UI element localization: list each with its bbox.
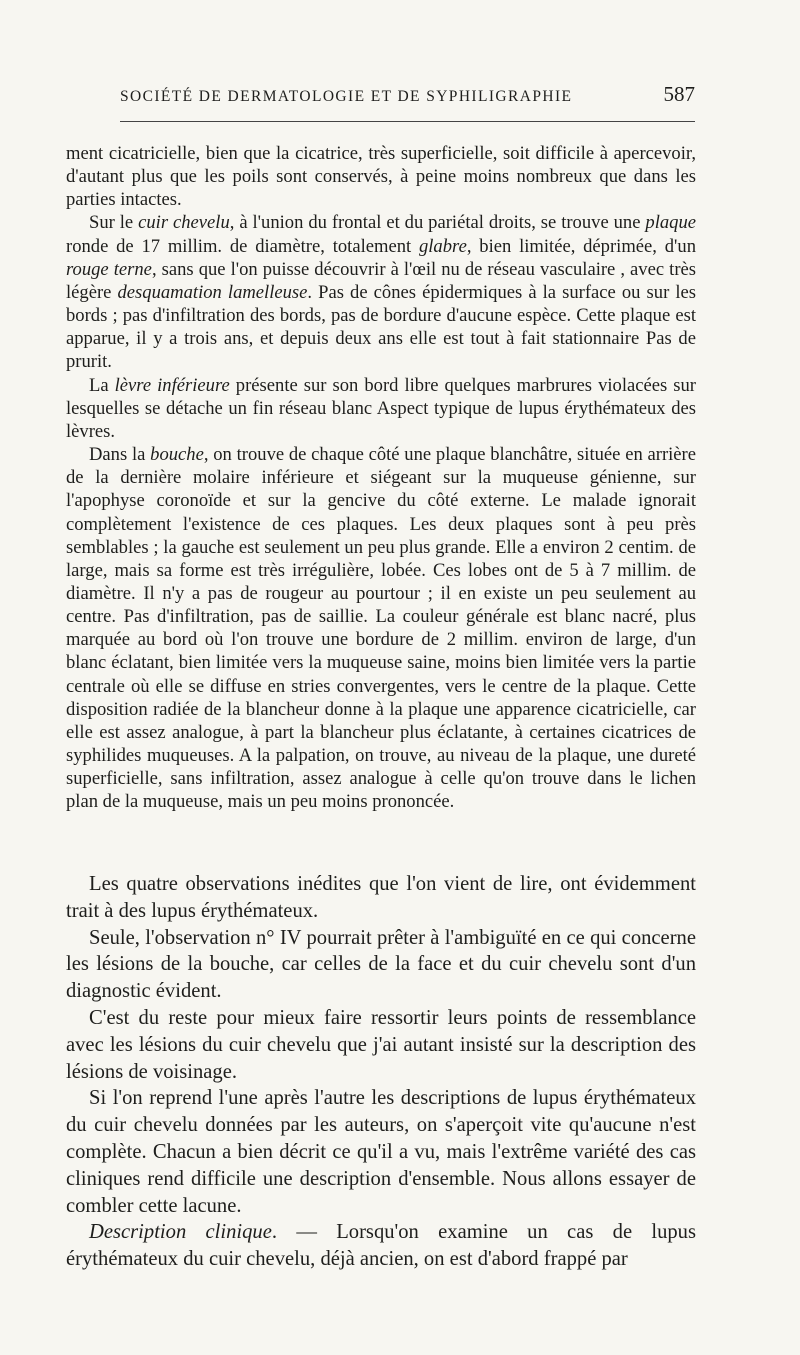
paragraph: Les quatre observations inédites que l'on vient de lire, ont évidemment trait à des lupus érythémateux. bbox=[66, 873, 696, 922]
paragraph-continuation: ment cicatricielle, bien que la cicatrice, très superficielle, soit difficile à apercevoir, d'autant plus que les poils sont conservés, à peine moins nombreux que dans les parties intactes. bbox=[66, 143, 696, 211]
paragraph-levre bbox=[66, 374, 696, 443]
text-run: Sur le bbox=[89, 212, 139, 234]
paragraph: Seule, l'observation n° IV pourrait prêter à l'ambiguïté en ce qui concerne les lésions de la bouche, car celles de la face et du cuir chevelu sont d'un diagnostic évident. bbox=[66, 926, 696, 1003]
paragraph-cuir-chevelu bbox=[66, 211, 696, 373]
italic-term: desquamation lamelleuse bbox=[117, 281, 308, 303]
italic-term: cuir chevelu bbox=[138, 212, 230, 234]
text-run: La bbox=[89, 374, 115, 396]
observation-text bbox=[66, 142, 696, 814]
italic-term: bouche bbox=[150, 444, 204, 466]
paragraph-bouche bbox=[66, 443, 696, 814]
running-head: SOCIÉTÉ DE DERMATOLOGIE ET DE SYPHILIGRAPHIE bbox=[120, 88, 573, 105]
discussion-text bbox=[66, 871, 696, 1273]
text-run: , sans que l'on puisse découvrir à l'œil nu de réseau vasculaire , avec très légère bbox=[66, 258, 696, 303]
text-run: . — Lorsqu'on examine un cas de lupus érythémateux du cuir chevelu, déjà ancien, on est d'abord frappé par bbox=[66, 1221, 696, 1271]
text-run: , bien limitée, déprimée, d'un bbox=[466, 235, 696, 257]
paragraph: C'est du reste pour mieux faire ressortir leurs points de ressemblance avec les lésions du cuir chevelu que j'ai autant insisté sur la description des lésions de voisinage. bbox=[66, 1006, 696, 1083]
italic-term: lèvre inférieure bbox=[114, 374, 230, 396]
text-run: . Pas de cônes épidermiques à la surface ou sur les bords ; pas d'infiltration des bords, pas de bordure d'aucune espèce. Cette plaque est apparue, il y a trois ans, et depuis deux ans elle est tout à fait stationnaire Pas de prurit. bbox=[66, 281, 697, 373]
text-run: présente sur son bord libre quelques marbrures violacées sur lesquelles se détache un fin réseau blanc Aspect typique de lupus érythémateux des lèvres. bbox=[66, 374, 696, 442]
header-rule bbox=[120, 121, 695, 122]
text-run: ronde de 17 millim. de diamètre, totalement bbox=[66, 235, 419, 257]
italic-term: glabre bbox=[418, 235, 467, 257]
section-heading: Description clinique bbox=[89, 1221, 272, 1244]
text-run: Dans la bbox=[89, 444, 151, 466]
text-run: , on trouve de chaque côté une plaque blanchâtre, située en arrière de la dernière molaire inférieure et siégeant sur la muqueuse génienne, sur l'apophyse coronoïde et sur la gencive du côté externe. Le malade ignorait complètement l'existence de ces plaques. Les deux plaques sont à peu près semblables ; la gauche est seulement un peu plus grande. Elle a environ 2 centim. de large, mais sa forme est très irrégulière, lobée. Ces lobes ont de 5 à 7 millim. de diamètre. Il n'y a pas de rougeur au pourtour ; il en existe un peu seulement au centre. Pas d'infiltration, pas de saillie. La couleur générale est blanc nacré, plus marquée au bord où l'on trouve une bordure de 2 millim. environ de large, d'un blanc éclatant, bien limitée vers la muqueuse saine, moins bien limitée vers la partie centrale où elle se diffuse en stries convergentes, vers le centre de la plaque. Cette disposition radiée de la blancheur donne à la plaque une apparence cicatricielle, car elle est assez analogue, à part la blancheur plus éclatante, à certaines cicatrices de syphilides muqueuses. A la palpation, on trouve, au niveau de la plaque, une dureté superficielle, sans infiltration, assez analogue à celle qu'on trouve dans le lichen plan de la muqueuse, mais un peu moins prononcée. bbox=[66, 444, 696, 813]
paragraph-description-clinique bbox=[66, 1219, 696, 1273]
page-number: 587 bbox=[663, 82, 695, 106]
italic-term: plaque bbox=[645, 212, 697, 234]
paragraph: Si l'on reprend l'une après l'autre les descriptions de lupus érythémateux du cuir chevelu données par les auteurs, on s'aperçoit vite qu'aucune n'est complète. Chacun a bien décrit ce qu'il a vu, mais l'extrême variété des cas cliniques rend difficile une description d'ensemble. Nous allons essayer de combler cette lacune. bbox=[66, 1087, 696, 1217]
text-run: , à l'union du frontal et du pariétal droits, se trouve une bbox=[229, 212, 646, 234]
page-header bbox=[92, 82, 695, 107]
italic-term: rouge terne bbox=[66, 258, 152, 280]
